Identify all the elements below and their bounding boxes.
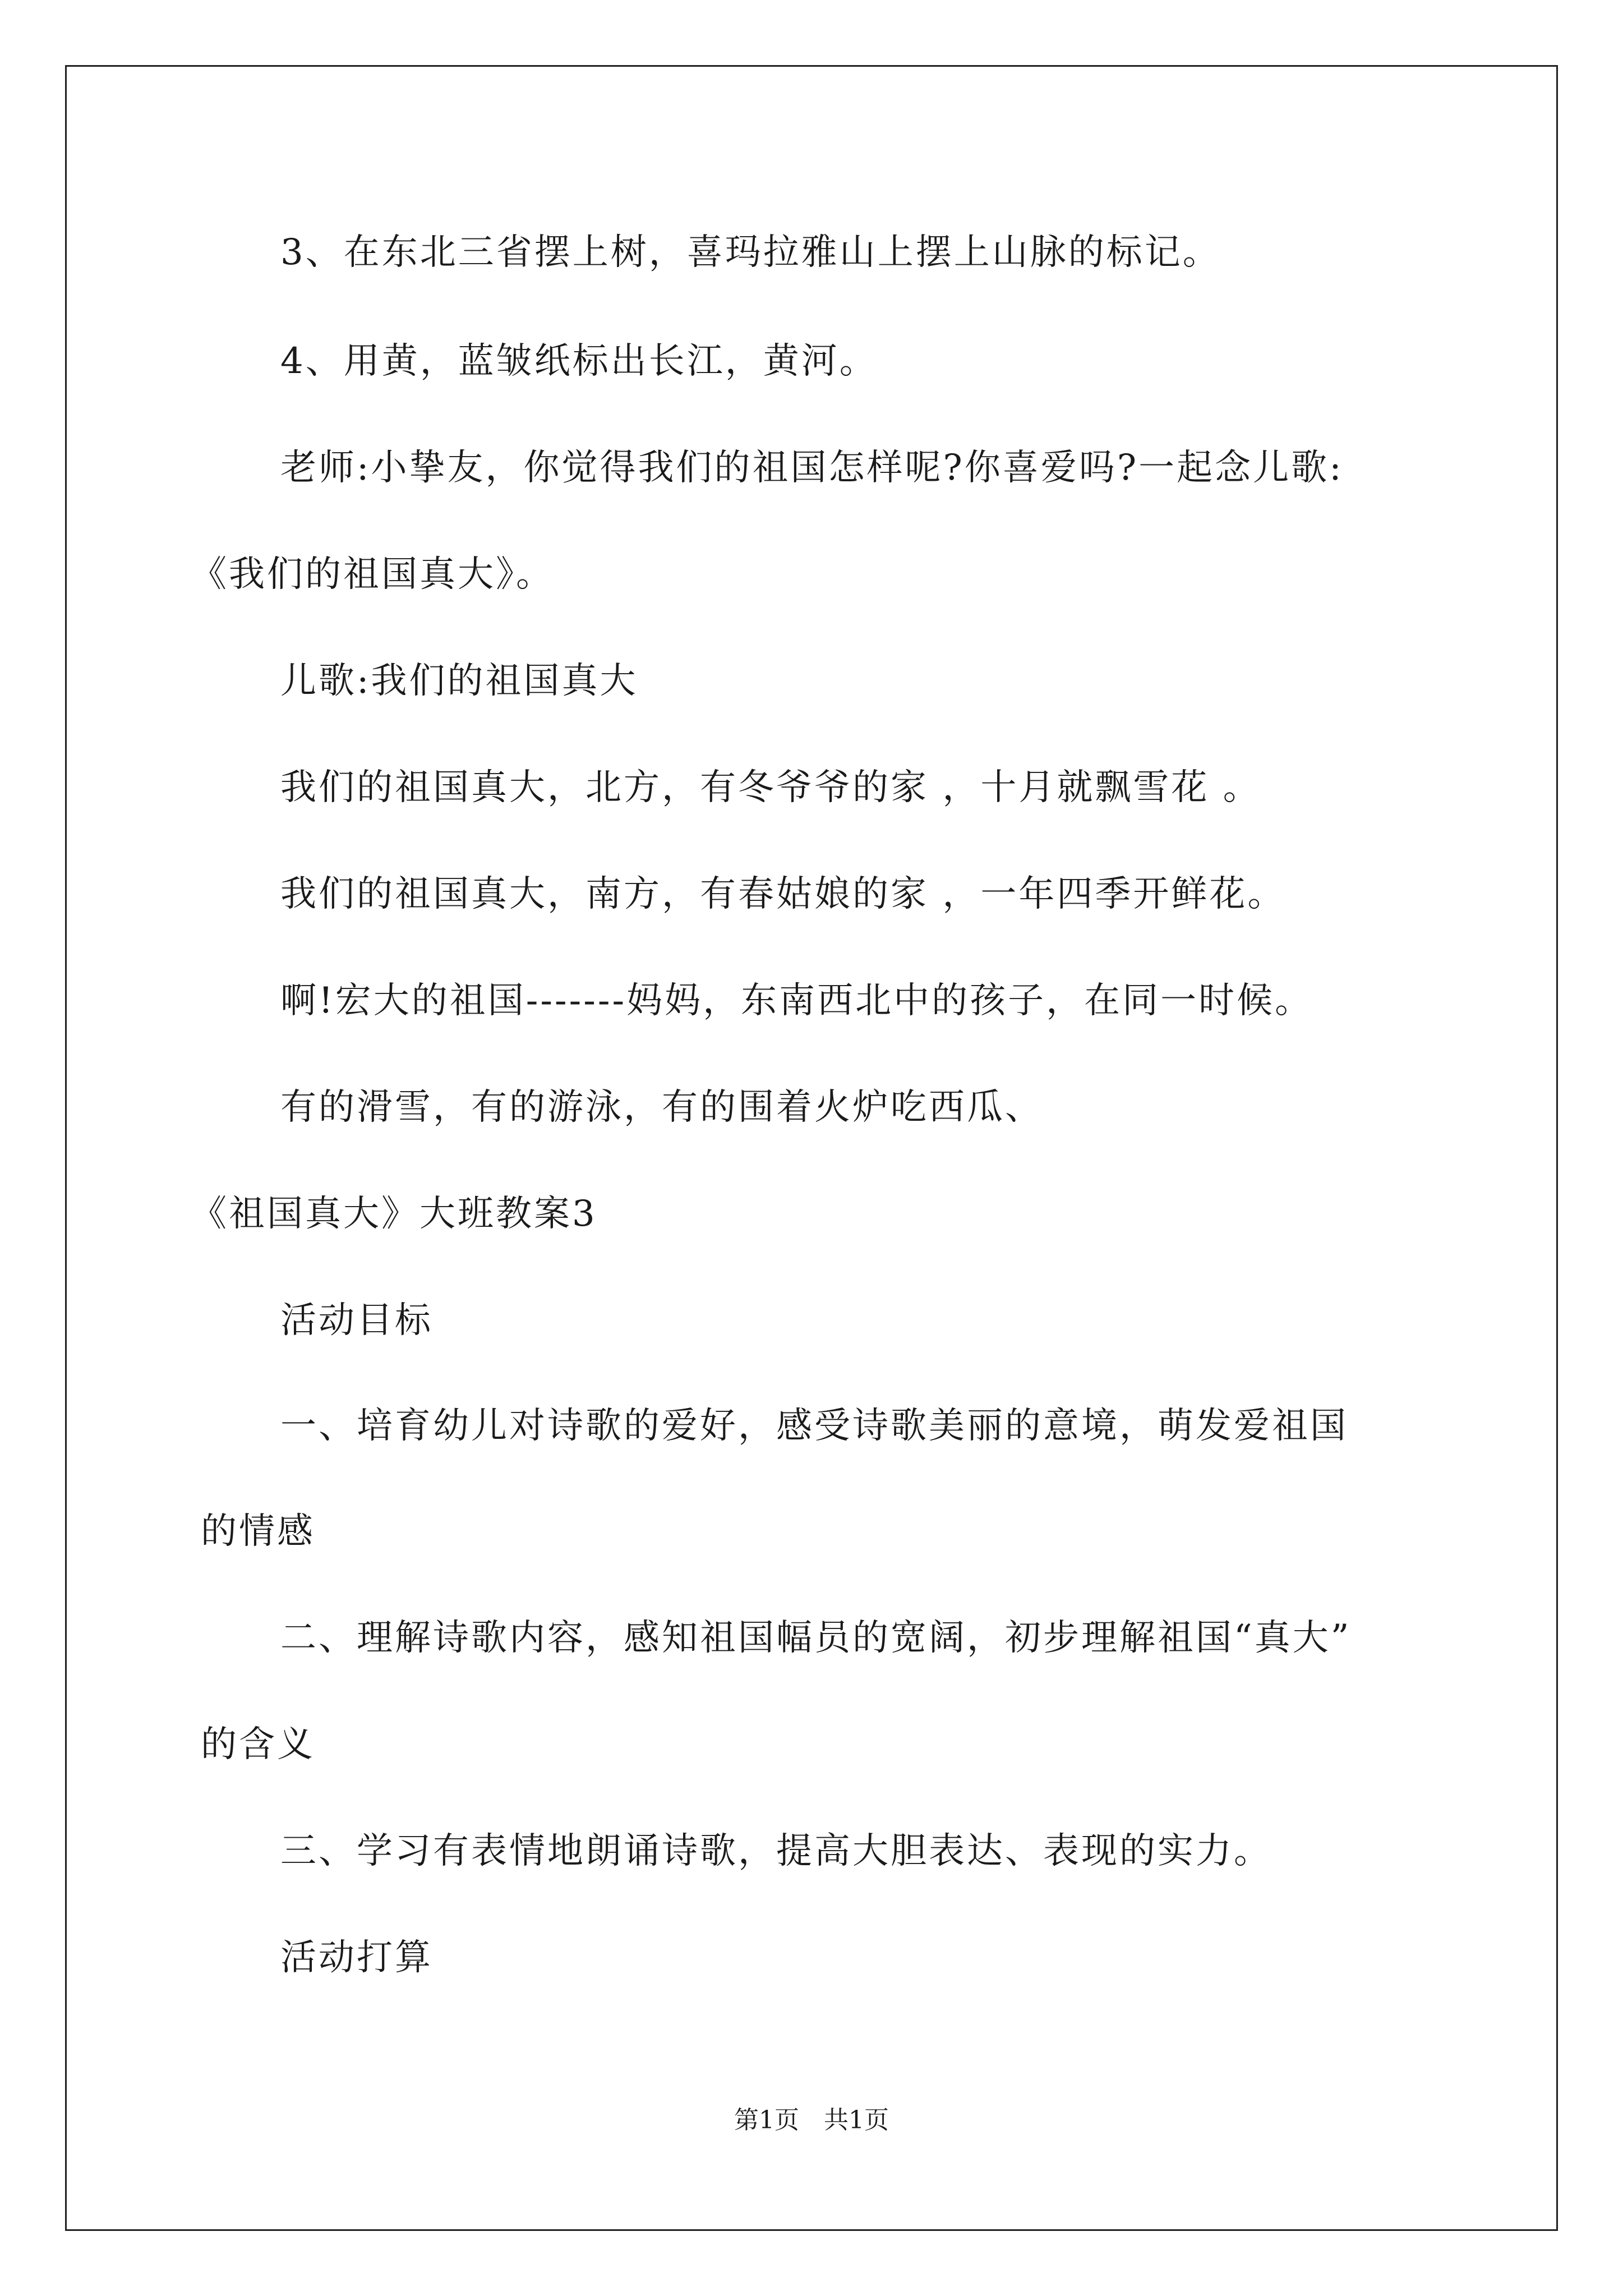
text-line-11: 活动目标: [280, 1300, 433, 1341]
page-border: [65, 65, 1558, 2231]
section-heading: 《祖国真大》大班教案3: [191, 1193, 597, 1235]
text-line-1: 3、在东北三省摆上树，喜玛拉雅山上摆上山脉的标记。: [280, 232, 1221, 273]
text-line-16: 三、学习有表情地朗诵诗歌，提高大胆表达、表现的实力。: [280, 1830, 1272, 1872]
text-line-8: 啊!宏大的祖国-------妈妈，东南西北中的孩子，在同一时候。: [280, 980, 1313, 1022]
page-number: 第1页: [734, 2106, 799, 2134]
text-line-17: 活动打算: [280, 1937, 433, 1978]
text-line-3: 老师:小挚友，你觉得我们的祖国怎样呢?你喜爱吗?一起念儿歌:: [280, 447, 1344, 489]
text-line-13: 的情感: [201, 1511, 315, 1552]
text-line-5: 儿歌:我们的祖国真大: [280, 660, 638, 702]
page-total: 共1页: [824, 2106, 889, 2134]
page-footer: [0, 2108, 1623, 2133]
text-line-6: 我们的祖国真大，北方，有冬爷爷的家 ，十月就飘雪花 。: [280, 767, 1261, 808]
text-line-9: 有的滑雪，有的游泳，有的围着火炉吃西瓜、: [280, 1087, 1043, 1128]
text-line-14: 二、理解诗歌内容，感知祖国幅员的宽阔，初步理解祖国“真大”: [280, 1617, 1352, 1659]
text-line-15: 的含义: [201, 1724, 315, 1765]
text-line-4: 《我们的祖国真大》。: [191, 554, 554, 595]
text-line-12: 一、培育幼儿对诗歌的爱好，感受诗歌美丽的意境，萌发爱祖国: [280, 1405, 1348, 1447]
text-line-7: 我们的祖国真大，南方，有春姑娘的家 ，一年四季开鲜花。: [280, 873, 1286, 915]
text-line-2: 4、用黄，蓝皱纸标出长江，黄河。: [280, 341, 878, 382]
